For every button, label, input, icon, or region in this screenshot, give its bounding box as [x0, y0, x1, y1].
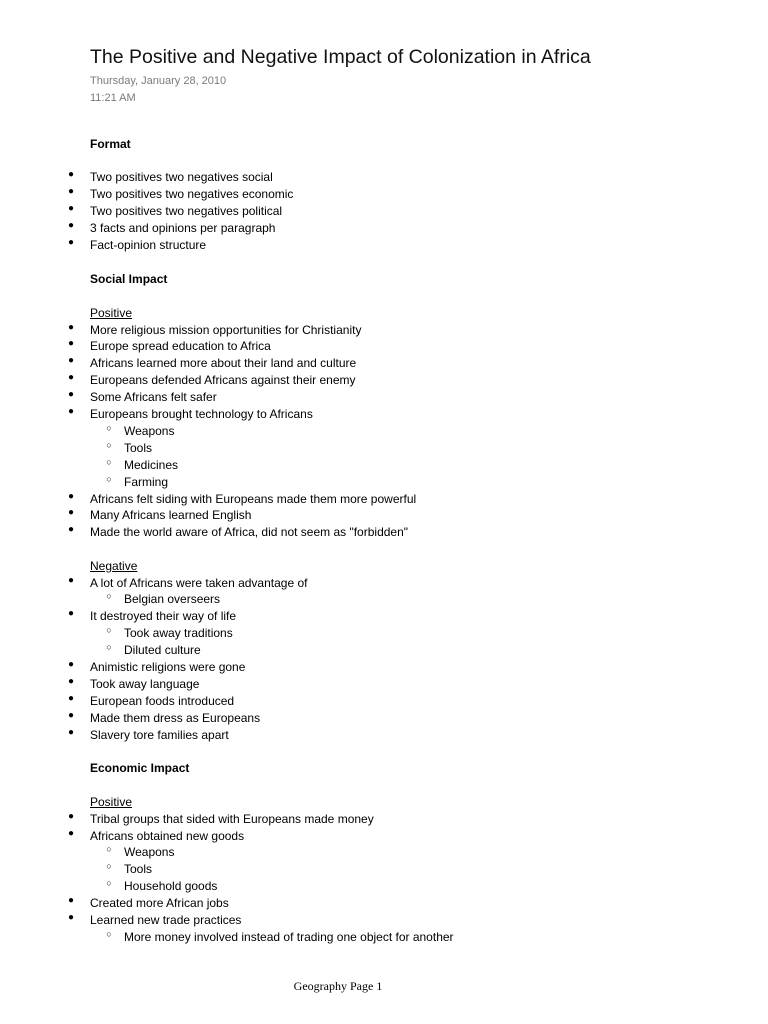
bullet-icon: ● — [67, 372, 75, 383]
sub-bullet-icon: ○ — [106, 878, 112, 888]
sub-bullet-icon: ○ — [106, 440, 112, 450]
list-item: Fact-opinion structure — [90, 238, 207, 252]
sub-bullet-icon: ○ — [106, 929, 112, 939]
list-item: A lot of Africans were taken advantage of — [90, 576, 308, 590]
list-item: Diluted culture — [124, 643, 201, 657]
list-item: 3 facts and opinions per paragraph — [90, 221, 276, 235]
list-item: Many Africans learned English — [90, 508, 252, 522]
sub-bullet-icon: ○ — [106, 861, 112, 871]
bullet-icon: ● — [67, 727, 75, 738]
list-item: Household goods — [124, 879, 218, 893]
list-item: Weapons — [124, 845, 175, 859]
list-item: Europe spread education to Africa — [90, 339, 271, 353]
list-item: Some Africans felt safer — [90, 390, 217, 404]
list-item: More religious mission opportunities for Christianity — [90, 323, 362, 337]
sub-bullet-icon: ○ — [106, 625, 112, 635]
list-item: Farming — [124, 475, 169, 489]
bullet-icon: ● — [67, 895, 75, 906]
list-item: Took away language — [90, 677, 200, 691]
note-time: 11:21 AM — [90, 92, 136, 104]
subheading-negative: Negative — [90, 559, 138, 573]
list-item: Made the world aware of Africa, did not seem as "forbidden" — [90, 525, 409, 539]
sub-bullet-icon: ○ — [106, 423, 112, 433]
subheading-positive: Positive — [90, 795, 133, 809]
bullet-icon: ● — [67, 237, 75, 248]
sub-bullet-icon: ○ — [106, 642, 112, 652]
list-item: Made them dress as Europeans — [90, 711, 261, 725]
page-footer — [0, 979, 768, 994]
list-item: Two positives two negatives economic — [90, 187, 294, 201]
list-item: European foods introduced — [90, 694, 235, 708]
list-item: Africans obtained new goods — [90, 829, 245, 843]
bullet-icon: ● — [67, 203, 75, 214]
bullet-icon: ● — [67, 406, 75, 417]
section-heading-social: Social Impact — [90, 272, 168, 286]
list-item: Africans felt siding with Europeans made them more powerful — [90, 492, 417, 506]
sub-bullet-icon: ○ — [106, 591, 112, 601]
bullet-icon: ● — [67, 693, 75, 704]
section-heading-economic: Economic Impact — [90, 761, 190, 775]
list-item: Tools — [124, 862, 153, 876]
bullet-icon: ● — [67, 169, 75, 180]
list-item: Two positives two negatives political — [90, 204, 283, 218]
bullet-icon: ● — [67, 676, 75, 687]
bullet-icon: ● — [67, 912, 75, 923]
sub-bullet-icon: ○ — [106, 457, 112, 467]
bullet-icon: ● — [67, 389, 75, 400]
list-item: Tribal groups that sided with Europeans made money — [90, 812, 374, 826]
list-item: Medicines — [124, 458, 179, 472]
list-item: Belgian overseers — [124, 592, 221, 606]
list-item: Europeans brought technology to Africans — [90, 407, 313, 421]
sub-bullet-icon: ○ — [106, 474, 112, 484]
subheading-positive: Positive — [90, 306, 133, 320]
footer-text: Geography Page 1 — [293, 979, 383, 993]
note-date: Thursday, January 28, 2010 — [90, 75, 227, 87]
bullet-icon: ● — [67, 811, 75, 822]
list-item: Two positives two negatives social — [90, 170, 273, 184]
bullet-icon: ● — [67, 491, 75, 502]
bullet-icon: ● — [67, 828, 75, 839]
list-item: Created more African jobs — [90, 896, 229, 910]
bullet-icon: ● — [67, 338, 75, 349]
page-title: The Positive and Negative Impact of Colonization in Africa — [90, 46, 591, 68]
list-item: Tools — [124, 441, 153, 455]
bullet-icon: ● — [67, 507, 75, 518]
list-item: Africans learned more about their land and culture — [90, 356, 357, 370]
bullet-icon: ● — [67, 608, 75, 619]
list-item: Weapons — [124, 424, 175, 438]
list-item: More money involved instead of trading one object for another — [124, 930, 454, 944]
list-item: Slavery tore families apart — [90, 728, 229, 742]
section-heading-format: Format — [90, 137, 131, 151]
bullet-icon: ● — [67, 659, 75, 670]
sub-bullet-icon: ○ — [106, 844, 112, 854]
list-item: It destroyed their way of life — [90, 609, 237, 623]
list-item: Europeans defended Africans against their enemy — [90, 373, 356, 387]
bullet-icon: ● — [67, 186, 75, 197]
list-item: Animistic religions were gone — [90, 660, 246, 674]
list-item: Took away traditions — [124, 626, 233, 640]
bullet-icon: ● — [67, 524, 75, 535]
list-item: Learned new trade practices — [90, 913, 242, 927]
bullet-icon: ● — [67, 355, 75, 366]
bullet-icon: ● — [67, 322, 75, 333]
bullet-icon: ● — [67, 575, 75, 586]
bullet-icon: ● — [67, 710, 75, 721]
bullet-icon: ● — [67, 220, 75, 231]
